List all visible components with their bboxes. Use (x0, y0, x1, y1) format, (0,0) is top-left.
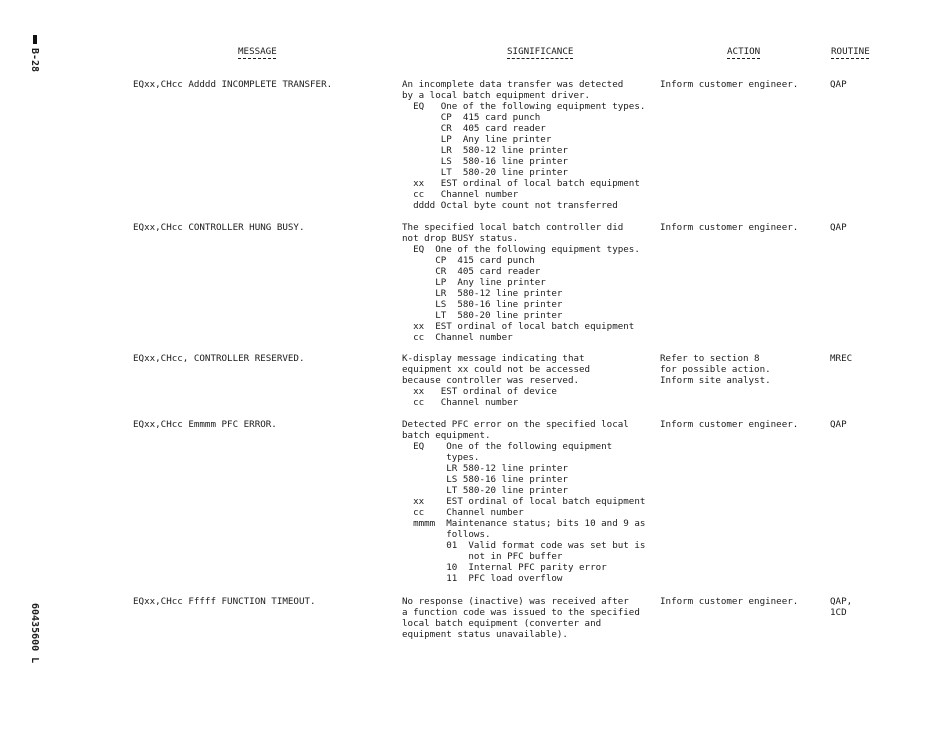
action-line: Refer to section 8 (660, 353, 760, 364)
significance-line: EQ One of the following equipment types. (402, 244, 640, 255)
significance-line: EQ One of the following equipment (402, 441, 613, 452)
significance-line: batch equipment. (402, 430, 491, 441)
significance-line: EQ One of the following equipment types. (402, 101, 646, 112)
message-text: EQxx,CHcc Emmmm PFC ERROR. (133, 419, 277, 430)
routine-line: QAP (830, 419, 847, 430)
significance-line: CR 405 card reader (402, 123, 546, 134)
message-text: EQxx,CHcc Adddd INCOMPLETE TRANSFER. (133, 79, 333, 90)
header-routine: ROUTINE (831, 46, 870, 57)
significance-text (402, 79, 645, 211)
significance-line: xx EST ordinal of local batch equipment (402, 321, 635, 332)
page-number: B-28 (29, 48, 40, 73)
action-line: Inform customer engineer. (660, 419, 799, 430)
message-text: EQxx,CHcc, CONTROLLER RESERVED. (133, 353, 305, 364)
routine-text (830, 79, 847, 90)
significance-line: No response (inactive) was received after (402, 596, 629, 607)
significance-line: An incomplete data transfer was detected (402, 79, 624, 90)
routine-text (830, 353, 852, 364)
significance-line: LR 580-12 line printer (402, 145, 568, 156)
action-text (660, 419, 798, 430)
significance-line: follows. (402, 529, 491, 540)
header-action: ACTION (727, 46, 761, 57)
significance-line: 01 Valid format code was set but is (402, 540, 646, 551)
action-text (660, 79, 798, 90)
significance-line: CP 415 card punch (402, 112, 541, 123)
significance-text (402, 222, 640, 343)
significance-line: by a local batch equipment driver. (402, 90, 591, 101)
action-line: Inform customer engineer. (660, 79, 799, 90)
message-text: EQxx,CHcc Fffff FUNCTION TIMEOUT. (133, 596, 316, 607)
header-significance: SIGNIFICANCE (507, 46, 574, 57)
significance-line: Detected PFC error on the specified local (402, 419, 629, 430)
routine-line: QAP, (830, 596, 853, 607)
significance-line: equipment xx could not be accessed (402, 364, 591, 375)
significance-line: xx EST ordinal of local batch equipment (402, 178, 640, 189)
significance-line: LS 580-16 line printer (402, 299, 563, 310)
significance-line: LP Any line printer (402, 134, 552, 145)
significance-line: LR 580-12 line printer (402, 288, 563, 299)
significance-line: LT 580-20 line printer (402, 167, 568, 178)
significance-line: cc Channel number (402, 332, 513, 343)
significance-line: LT 580-20 line printer (402, 485, 568, 496)
significance-line: K-display message indicating that (402, 353, 585, 364)
action-text (660, 222, 798, 233)
significance-line: LS 580-16 line printer (402, 474, 568, 485)
significance-line: LR 580-12 line printer (402, 463, 568, 474)
significance-line: LS 580-16 line printer (402, 156, 568, 167)
significance-line: local batch equipment (converter and (402, 618, 602, 629)
significance-line: CP 415 card punch (402, 255, 535, 266)
significance-line: 11 PFC load overflow (402, 573, 563, 584)
routine-text (830, 596, 852, 618)
routine-line: 1CD (830, 607, 847, 618)
action-text (660, 353, 771, 386)
significance-line: a function code was issued to the specified (402, 607, 640, 618)
significance-line: not in PFC buffer (402, 551, 563, 562)
significance-line: because controller was reserved. (402, 375, 580, 386)
significance-line: The specified local batch controller did (402, 222, 624, 233)
significance-line: xx EST ordinal of local batch equipment (402, 496, 646, 507)
significance-line: dddd Octal byte count not transferred (402, 200, 618, 211)
significance-line: CR 405 card reader (402, 266, 541, 277)
significance-line: 10 Internal PFC parity error (402, 562, 607, 573)
significance-line: LP Any line printer (402, 277, 546, 288)
significance-line: xx EST ordinal of device (402, 386, 557, 397)
action-line: Inform site analyst. (660, 375, 771, 386)
routine-line: QAP (830, 79, 847, 90)
action-line: Inform customer engineer. (660, 222, 799, 233)
significance-line: types. (402, 452, 480, 463)
document-number: 60435600 L (29, 603, 40, 664)
margin-mark (33, 35, 37, 44)
action-line: for possible action. (660, 364, 771, 375)
significance-line: not drop BUSY status. (402, 233, 519, 244)
action-text (660, 596, 798, 607)
significance-text (402, 419, 645, 584)
significance-text (402, 596, 640, 640)
message-text: EQxx,CHcc CONTROLLER HUNG BUSY. (133, 222, 305, 233)
significance-line: cc Channel number (402, 507, 524, 518)
header-message: MESSAGE (238, 46, 277, 57)
routine-text (830, 419, 847, 430)
routine-line: MREC (830, 353, 853, 364)
significance-line: cc Channel number (402, 189, 519, 200)
routine-text (830, 222, 847, 233)
significance-line: LT 580-20 line printer (402, 310, 563, 321)
action-line: Inform customer engineer. (660, 596, 799, 607)
routine-line: QAP (830, 222, 847, 233)
significance-text (402, 353, 590, 408)
significance-line: mmmm Maintenance status; bits 10 and 9 as (402, 518, 646, 529)
significance-line: equipment status unavailable). (402, 629, 568, 640)
significance-line: cc Channel number (402, 397, 519, 408)
